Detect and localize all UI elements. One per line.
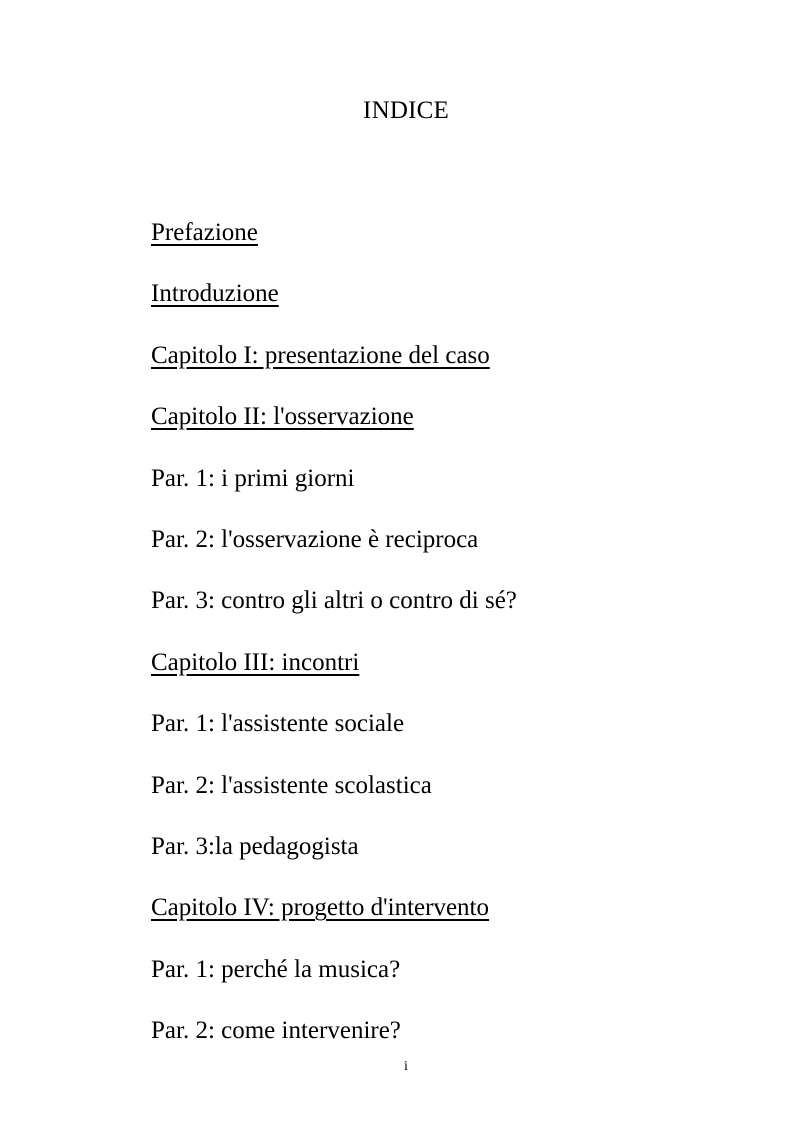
toc-text-label: Par. 1: i primi giorni: [151, 464, 355, 492]
toc-entry-cap3-par-1: [151, 707, 517, 768]
toc-link-label[interactable]: Capitolo IV: progetto d'intervento: [151, 894, 490, 922]
toc-entry-introduzione[interactable]: [151, 277, 517, 338]
toc-entry-cap4-par-1: [151, 953, 517, 1014]
toc-entry-capitolo-3[interactable]: [151, 646, 517, 707]
table-of-contents: [151, 216, 517, 1075]
toc-link-label[interactable]: Introduzione: [151, 280, 279, 308]
toc-entry-capitolo-2[interactable]: [151, 400, 517, 461]
toc-link-label[interactable]: Prefazione: [151, 219, 258, 246]
page-number: i: [404, 1059, 408, 1074]
toc-link-label[interactable]: Capitolo I: presentazione del caso: [151, 341, 490, 369]
toc-text-label: Par. 1: l'assistente sociale: [151, 710, 405, 738]
toc-entry-prefazione[interactable]: [151, 216, 517, 277]
toc-entry-cap2-par-3: [151, 584, 517, 645]
toc-entry-cap2-par-1: [151, 462, 517, 523]
page-title: INDICE: [363, 97, 449, 124]
toc-entry-cap2-par-2: [151, 523, 517, 584]
toc-entry-cap3-par-3: [151, 830, 517, 891]
toc-entry-cap3-par-2: [151, 769, 517, 830]
toc-text-label: Par. 2: l'assistente scolastica: [151, 771, 432, 799]
toc-entry-capitolo-1[interactable]: [151, 339, 517, 400]
toc-link-label[interactable]: Capitolo II: l'osservazione: [151, 403, 414, 431]
toc-text-label: Par. 3:la pedagogista: [151, 832, 359, 860]
toc-text-label: Par. 3: contro gli altri o contro di sé?: [151, 587, 517, 615]
toc-text-label: Par. 2: l'osservazione è reciproca: [151, 525, 479, 553]
toc-entry-capitolo-4[interactable]: [151, 891, 517, 952]
toc-text-label: Par. 1: perché la musica?: [151, 955, 401, 983]
toc-text-label: Par. 2: come intervenire?: [151, 1017, 401, 1045]
toc-link-label[interactable]: Capitolo III: incontri: [151, 648, 360, 676]
